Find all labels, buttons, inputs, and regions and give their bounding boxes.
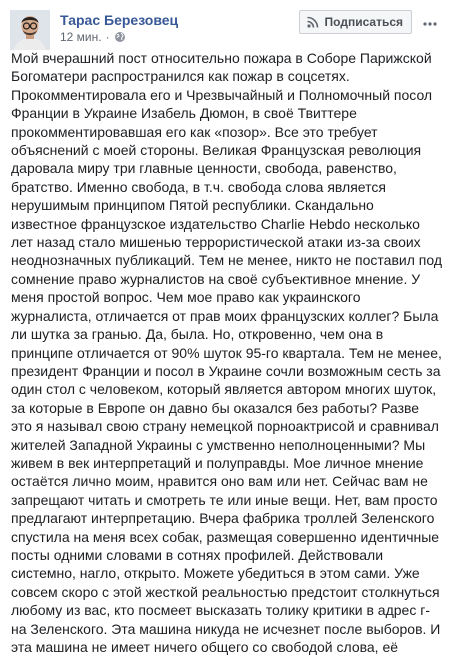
post-text: Мой вчерашний пост относительно пожара в Соборе Парижской Богоматери распространился как пожар в соцсетях. Прокомментировала его и Чрезвычайный и Полномочный посол Франции в Украине Изабель Дюмон, в своё Твиттере прокомментировавшая его как «позор». Все это требует объяснений с моей стороны. Великая Французская революция даровала миру три главные ценности, свобода, равенство, братство. Именно свобода, в т.ч. свобода слова является нерушимым принципом Пятой республики. Скандально известное французское издательство Charlie Hebdo несколько лет назад стало мишенью террористической атаки из-за своих неоднозначных публикаций. Тем не менее, никто не поставил под сомнение право журналистов на своё субъективное мнение. У меня простой вопрос. Чем мое право как украинского журналиста, отличается от прав моих французских коллег? Была ли шутка за гранью. Да, была. Но, откровенно, чем она в принципе отличается от 90% шуток 95-го квартала. Тем не менее, президент Франции и посол в Украине сочли возможным сесть за один стол с человеком, который является автором многих шуток, за которые в Европе он давно бы оказался без работы? Разве это я называл свою страну немецкой порноактрисой и сравнивал жителей Западной Украины с умственно неполноценными? Мы живем в век интерпретаций и полуправды. Мое личное мнение остаётся лично моим, нравится оно вам или нет. Сейчас вам не запрещают читать и смотреть те или иные вещи. Нет, вам просто предлагают интерпретацию. Вчера фабрика троллей Зеленского спустила на меня всех собак, размещая совершенно идентичные посты одними словами в сотнях профилей. Действовали системно, нагло, открыто. Можете убедиться в этом сами. Уже совсем скоро с этой жесткой реальностью предстоит столкнуться любому из вас, кто посмеет высказать толику критики в адрес г-на Зеленского. Эта машина никуда не исчезнет после выборов. И эта машина не имеет ничего общего со свободой слова, её (11, 50, 442, 655)
globe-icon (114, 31, 126, 43)
more-dots-icon (423, 13, 437, 31)
author-name[interactable]: Тарас Березовец (60, 12, 179, 28)
meta-separator: · (105, 30, 110, 44)
more-options-button[interactable] (420, 12, 440, 32)
post-meta (60, 30, 126, 44)
subscribe-button[interactable] (299, 10, 412, 34)
subscribe-label: Подписаться (324, 15, 403, 29)
post-time[interactable]: 12 мин. (60, 30, 102, 44)
rss-icon (306, 15, 320, 29)
avatar-photo (10, 10, 50, 50)
author-avatar[interactable] (10, 10, 50, 50)
post-header (10, 10, 440, 50)
